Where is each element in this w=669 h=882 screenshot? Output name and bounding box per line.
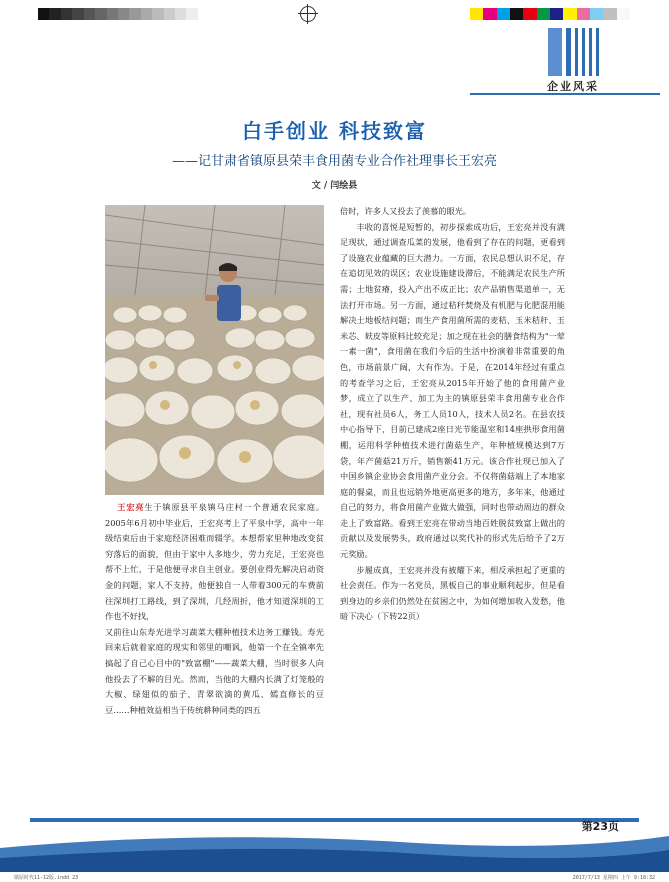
right-paragraph-2: 丰收的喜悦是短暂的，初步探索成功后，王宏亮并没有满足现状，通过调查瓜菜的发展，他看到了存在的问题，更看到了设施农业蕴藏的巨大潜力。一方面，农民总想认识不足，存在追切见效的误区；农业设施建设滞后，不能满足农民生产所需；土地贫瘠，投入产出不成正比；农产品销售渠道单一，无法打开市场。另一方面，通过秸秆焚烧及有机肥与化肥混用能解决土地板结问题；而生产食用菌所需的麦秸、玉米秸秆、玉米芯、麸皮等原料比较充足；加之现在社会的膳食结构为"一荤一素一菌"，食用菌在我们今后的生活中扮演着非常重要的角色，市场前景广阔，大有作为。于是，在2014年经过有重点的考查学习之后，王宏亮从2015年开始了他的食用菌产业梦，成立了以生产、加工为主的镇原县荣丰食用菌专业合作社，现有社员6人，务工人员10人，技术人员2名。在县农技中心指导下，目前已建成2座日光节能温室和14座拱形食用菌棚，运用科学种植技术进行菌菇生产，年种植规模达到7万袋，年产菌菇21万斤，销售额41万元。该合作社现已加入了中国乡镇企业协会食用菌产业分会。不仅将菌菇端上了本地家庭的餐桌，而且也远销外地更高更多的地方，多年来，他通过自己的努力，将食用菌产业做大做强，同时也带动周边的群众走上了致富路。看到王宏亮在带动当地百姓脱贫致富上做出的贡献以及发展势头，政府通过以奖代补的形式先后给予了2万元奖励。 — [340, 221, 565, 560]
article-column-left — [105, 500, 324, 718]
right-paragraph-1: 倍时，许多人又投去了羡慕的眼光。 — [340, 206, 472, 216]
article-photo — [105, 205, 324, 495]
section-rule — [470, 93, 660, 95]
grayscale-calibration-bar — [38, 8, 198, 20]
footer-rule — [30, 818, 639, 822]
print-slug-left: 镇原时代11-12版.indd 23 — [14, 875, 79, 881]
page-number: 第23页 — [581, 820, 619, 833]
lead-name-highlight: 王宏亮 — [117, 502, 145, 512]
color-calibration-bar — [470, 8, 630, 20]
article-author: 文 / 闫绘县 — [311, 181, 358, 191]
left-paragraph-2: 又前往山东寿光进学习蔬菜大棚种植技术边务工赚钱。寿光回来后就着家庭的现实和邻里的嘲讽，他第一个在全镇率先搞起了自己心目中的"致富棚"——蔬菜大棚，当时很多人向他投去了不解的目光。然而，当他的大棚内长满了灯笼般的大椒、绿翅似的茄子、青翠欲滴的黄瓜、嫣直修长的豆豆……种植效益相当于传统耕种同类的四五 — [105, 626, 324, 715]
section-label: 企业风采 — [547, 80, 599, 93]
left-paragraph-1: 生于镇原县平泉镇马庄村一个普通农民家庭。2005年6月初中毕业后，王宏亮考上了平泉中学，高中一年级结束后由于家庭经济困难而辍学。本想帮家里种地改变贫穷落后的面貌，但由于家中人多地少，劳力充足，王宏亮也帮不上忙，于是他便寻求自主创业。要创业得先解决启动资金的问题，家人不支持，他便独自一人带着300元的车费前往深圳打工路线，到了深圳，几经周折，他才知道深圳的工作也不好找， — [105, 502, 324, 622]
article-title: 白手创业 科技致富 — [242, 119, 427, 143]
registration-mark-icon — [300, 6, 316, 22]
article-subtitle: ——记甘肃省镇原县荣丰食用菌专业合作社理事长王宏亮 — [171, 154, 497, 169]
article-column-right — [340, 204, 565, 625]
print-slug-right: 2017/7/13 星期四 上午 9:18:32 — [572, 875, 655, 881]
right-paragraph-3: 步履成真，王宏亮并没有被耀下来，相反承担起了更重的社会责任。作为一名党员，黑板自己的事业顺利起步，但是看到身边的乡亲们仍然处在贫困之中，为如何增加收入发愁，他暗下决心（下转22页） — [340, 564, 565, 622]
footer-wave-decoration — [0, 828, 669, 872]
